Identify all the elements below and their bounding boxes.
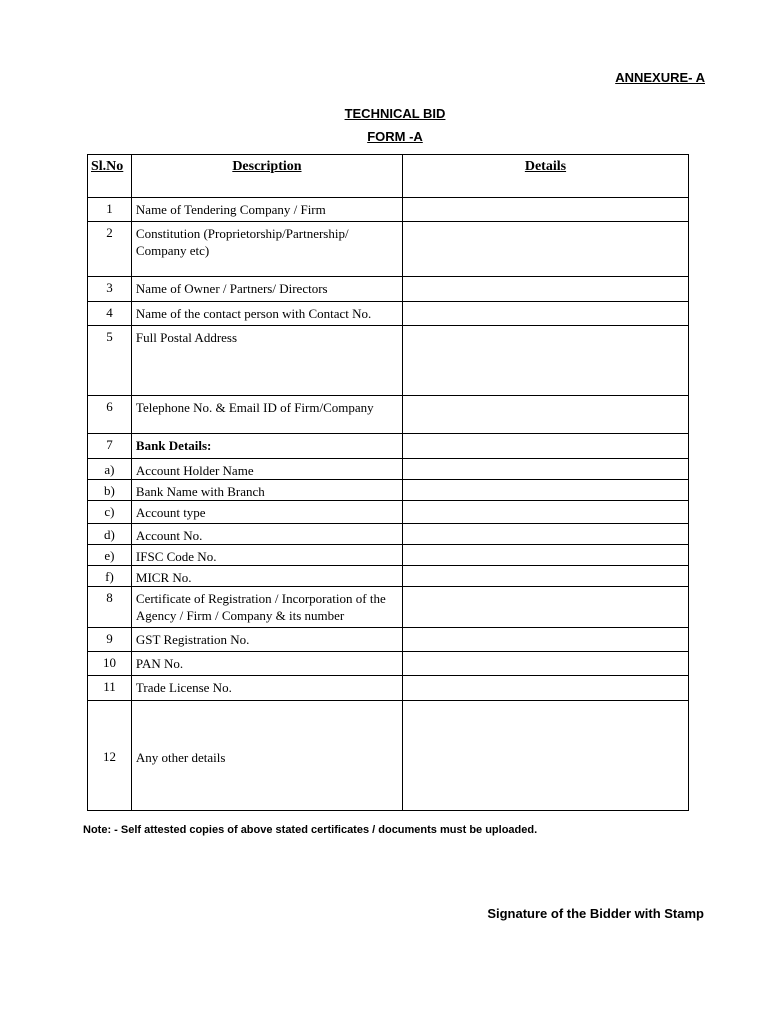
table-row [88,501,689,524]
row-description: Any other details [131,701,402,811]
table-row [88,676,689,701]
row-slno: 1 [88,198,132,222]
row-slno: 5 [88,326,132,396]
row-description: Name of Tendering Company / Firm [131,198,402,222]
table-row [88,459,689,480]
row-slno: 2 [88,222,132,277]
row-details-cell[interactable] [402,701,688,811]
row-slno: e) [88,545,132,566]
row-details-cell[interactable] [402,676,688,701]
row-description: Certificate of Registration / Incorporation of the Agency / Firm / Company & its number [131,587,402,628]
row-description: PAN No. [131,652,402,676]
column-header-slno: Sl.No [88,155,132,198]
table-row [88,302,689,326]
row-details-cell[interactable] [402,326,688,396]
table-row [88,587,689,628]
row-details-cell[interactable] [402,501,688,524]
row-details-cell[interactable] [402,198,688,222]
row-slno: 9 [88,628,132,652]
row-description: Full Postal Address [131,326,402,396]
annexure-label: ANNEXURE- A [615,70,705,85]
technical-bid-table [87,154,689,811]
row-slno: 4 [88,302,132,326]
row-description: GST Registration No. [131,628,402,652]
row-description: Account type [131,501,402,524]
row-details-cell[interactable] [402,587,688,628]
table-row [88,628,689,652]
row-description: Constitution (Proprietorship/Partnership/ Company etc) [131,222,402,277]
row-description: Name of the contact person with Contact No. [131,302,402,326]
row-slno: 10 [88,652,132,676]
row-description: Bank Details: [131,434,402,459]
row-description: Account Holder Name [131,459,402,480]
table-row [88,524,689,545]
row-details-cell[interactable] [402,628,688,652]
row-details-cell[interactable] [402,396,688,434]
row-details-cell[interactable] [402,222,688,277]
row-slno: b) [88,480,132,501]
row-slno: c) [88,501,132,524]
row-details-cell[interactable] [402,302,688,326]
table-row [88,652,689,676]
row-slno: 11 [88,676,132,701]
row-description: IFSC Code No. [131,545,402,566]
table-row [88,396,689,434]
row-slno: 6 [88,396,132,434]
upload-note: Note: - Self attested copies of above stated certificates / documents must be uploaded. [83,824,538,836]
table-row [88,566,689,587]
form-subtitle: FORM -A [367,129,423,144]
row-details-cell[interactable] [402,480,688,501]
row-details-cell[interactable] [402,459,688,480]
row-details-cell[interactable] [402,434,688,459]
table-row [88,434,689,459]
column-header-description: Description [131,155,402,198]
column-header-details: Details [402,155,688,198]
row-description: Telephone No. & Email ID of Firm/Company [131,396,402,434]
row-slno: 3 [88,277,132,302]
row-description: Bank Name with Branch [131,480,402,501]
signature-label: Signature of the Bidder with Stamp [487,906,704,921]
row-slno: 12 [88,701,132,811]
row-details-cell[interactable] [402,277,688,302]
table-row [88,480,689,501]
row-details-cell[interactable] [402,652,688,676]
table-row [88,701,689,811]
table-row [88,545,689,566]
table-row [88,326,689,396]
row-details-cell[interactable] [402,524,688,545]
table-header-row [88,155,689,198]
row-description: Trade License No. [131,676,402,701]
form-title: TECHNICAL BID [344,106,446,121]
row-details-cell[interactable] [402,566,688,587]
row-slno: 7 [88,434,132,459]
row-details-cell[interactable] [402,545,688,566]
row-description: MICR No. [131,566,402,587]
row-slno: d) [88,524,132,545]
row-description: Name of Owner / Partners/ Directors [131,277,402,302]
row-slno: 8 [88,587,132,628]
row-slno: a) [88,459,132,480]
table-row [88,198,689,222]
table-row [88,277,689,302]
row-slno: f) [88,566,132,587]
table-row [88,222,689,277]
row-description: Account No. [131,524,402,545]
